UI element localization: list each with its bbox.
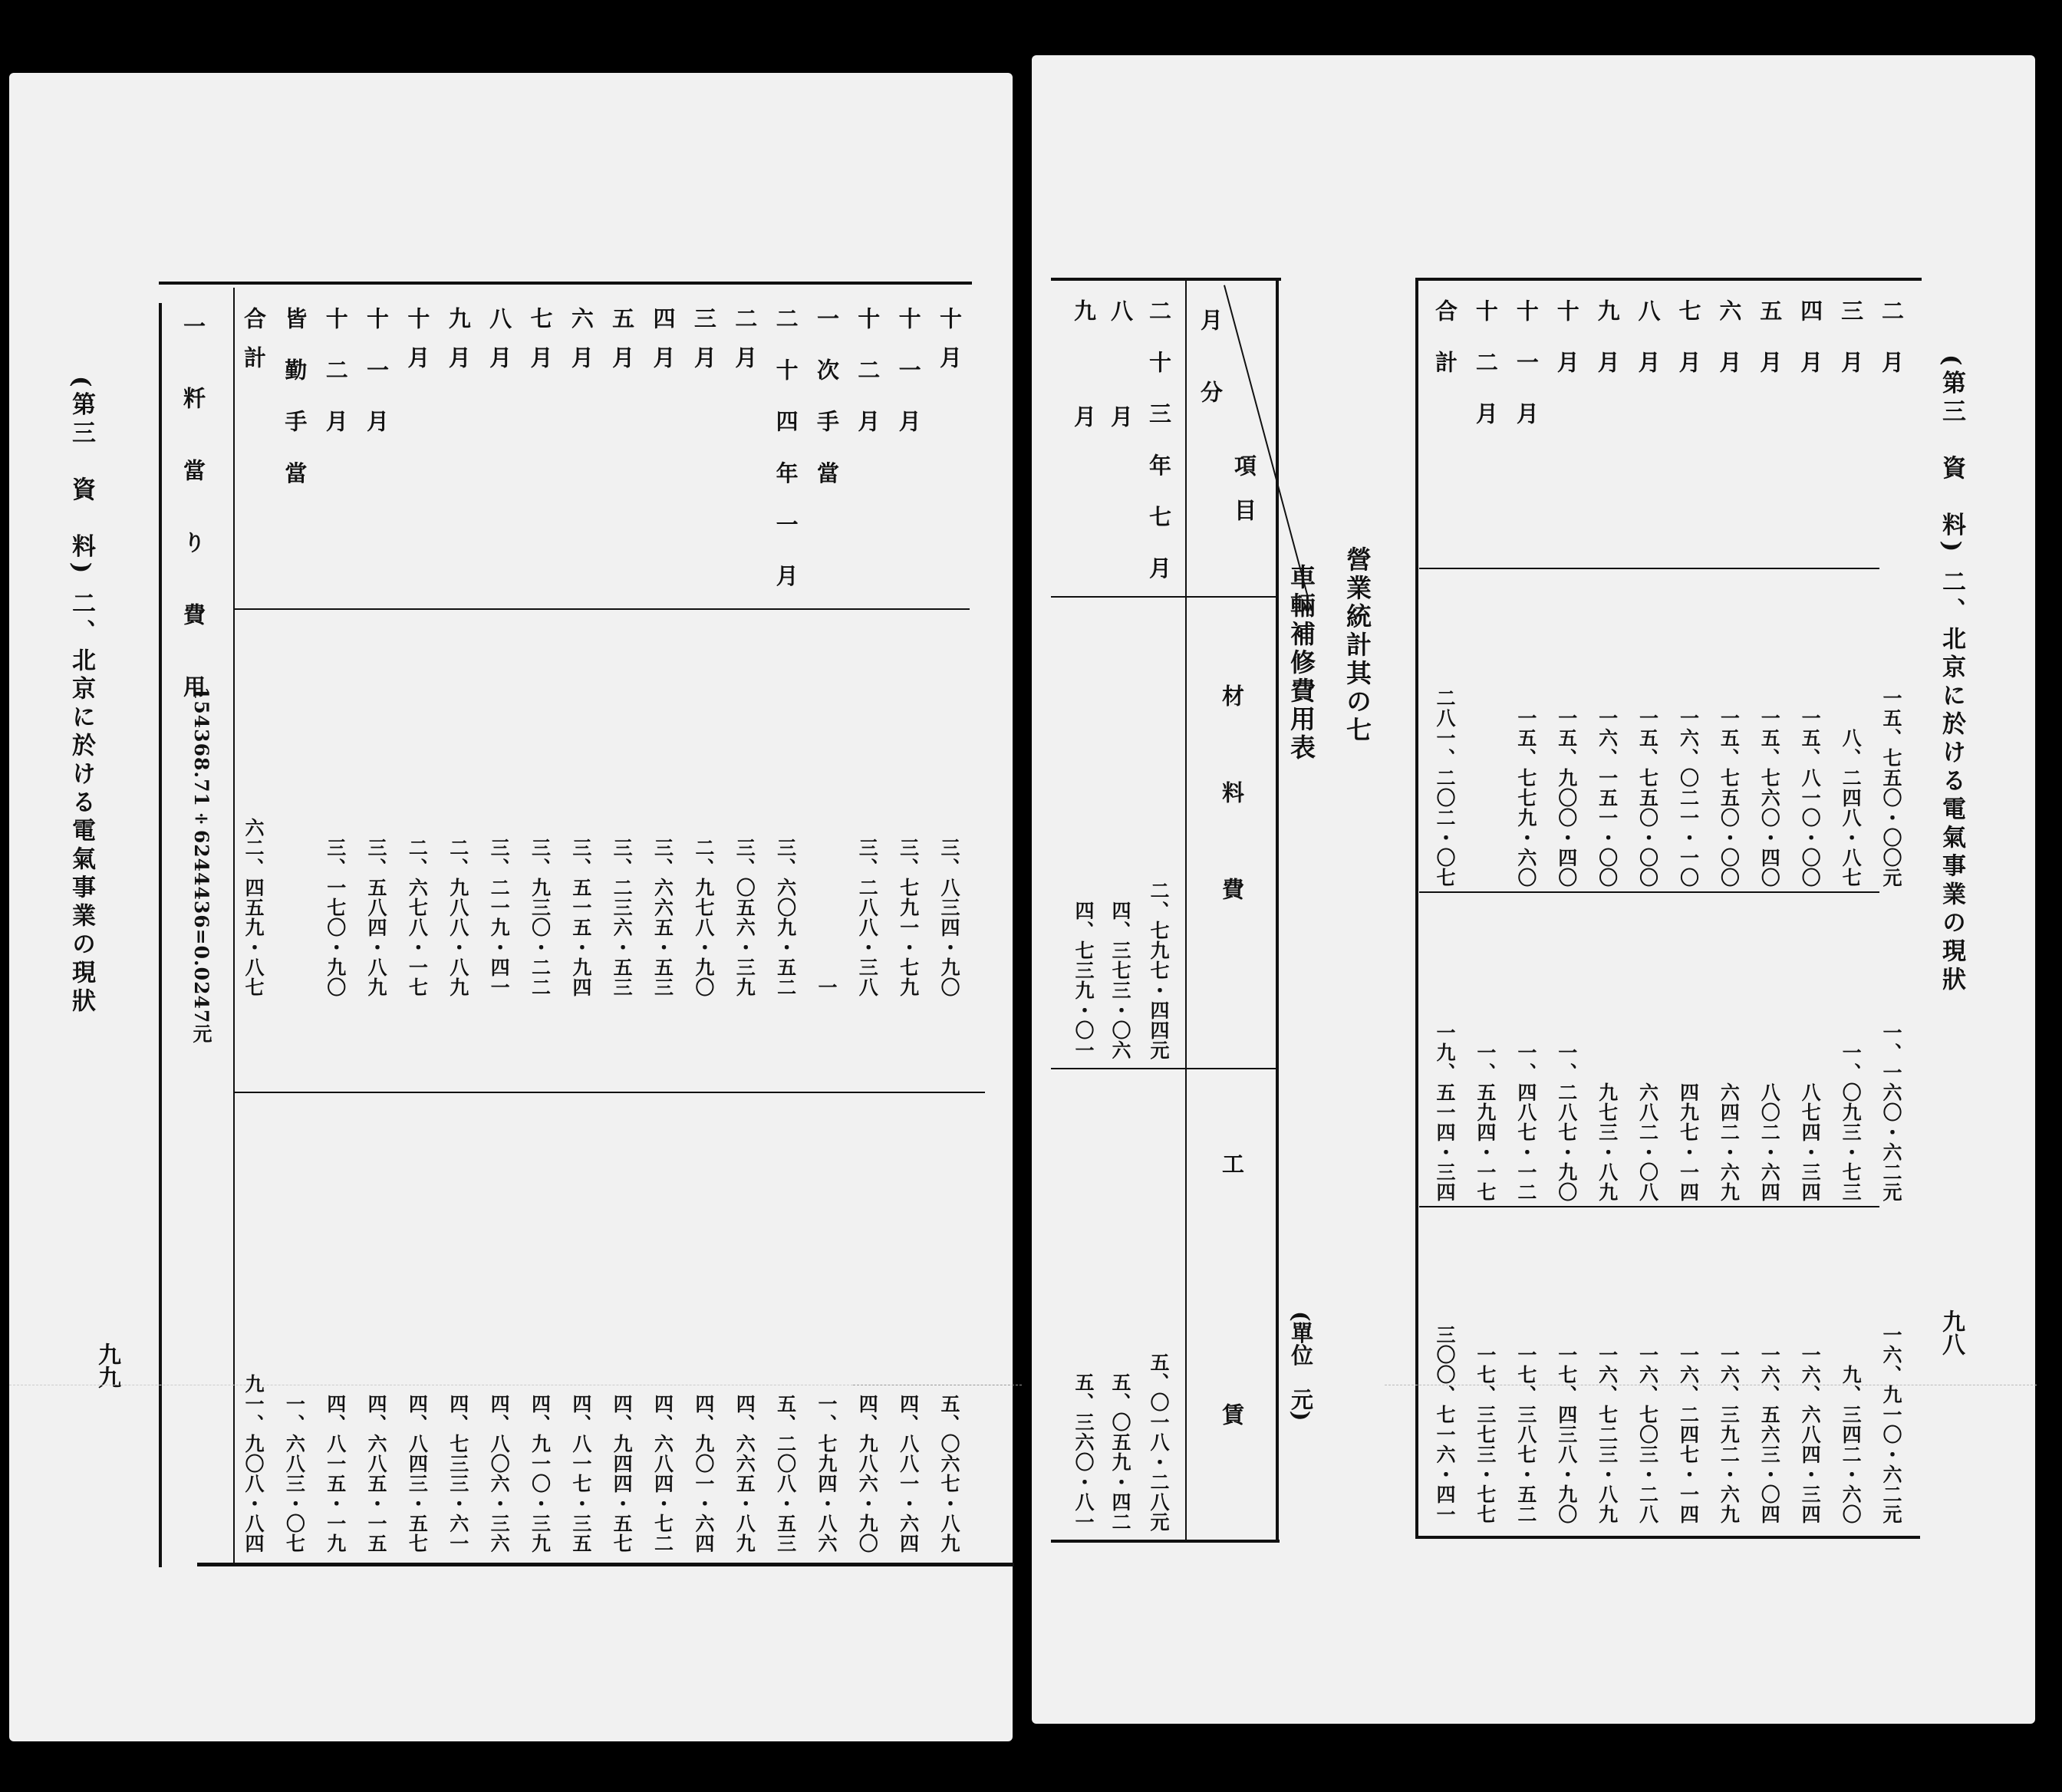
row-label: 十 二 月 — [322, 307, 349, 443]
right-page-number: 九八 — [1938, 1309, 1965, 1356]
cell-value: 四、九四四・五七 — [611, 1394, 634, 1553]
right-page — [1032, 55, 2035, 1724]
row-label: 十 月 — [937, 307, 963, 374]
row-label: 十 一 月 — [1513, 299, 1540, 436]
cell-value: 一、四八七・一二 — [1514, 1043, 1537, 1202]
cell-value: 一六、一五一・〇〇 — [1596, 708, 1619, 888]
unit-note: (單位 元) — [1288, 1311, 1314, 1421]
cell-value: 三、〇五六・三九 — [733, 838, 756, 997]
cell-value: 四九七・一四 — [1677, 1082, 1700, 1202]
cell-value: 四、六六五・八九 — [733, 1394, 756, 1553]
cell-value: 一七、四三八・九〇 — [1555, 1345, 1578, 1524]
cell-value: 三〇〇、七一六・四一 — [1434, 1325, 1456, 1524]
row-label: 九 月 — [445, 307, 472, 374]
cell-value: 五、〇一八・二八元 — [1148, 1352, 1170, 1532]
row-label: 二 十 三 年 七 月 — [1146, 299, 1172, 590]
cell-value: 五、三六〇・八一 — [1072, 1372, 1095, 1532]
cell-value: 一、一六〇・六二元 — [1880, 1023, 1902, 1202]
cell-value: 二、七九七・四四元 — [1148, 881, 1170, 1060]
cell-value: 六八二・〇八 — [1636, 1082, 1659, 1202]
row-label: 九 月 — [1594, 299, 1621, 384]
row-label: 五 月 — [609, 307, 636, 374]
cell-value: 一六、六八四・三四 — [1799, 1345, 1822, 1524]
cell-value: 一、七九四・八六 — [815, 1394, 838, 1553]
row-label: 合 計 — [241, 307, 267, 374]
cell-value: 一五、七六〇・四〇 — [1758, 708, 1781, 888]
row-label: 十 一 月 — [364, 307, 390, 443]
cell-value: 二、九七八・九〇 — [692, 838, 715, 997]
cell-value: 一六、三九二・六九 — [1718, 1345, 1741, 1524]
row-label: 八 月 — [1108, 299, 1134, 458]
cell-value: 四、六八五・一五 — [365, 1394, 388, 1553]
cell-value: 四、九八六・九〇 — [856, 1394, 879, 1553]
row-label: 十 二 月 — [855, 307, 881, 443]
row-label: 十 二 月 — [1472, 299, 1499, 436]
cell-value: 一五、七七九・六〇 — [1514, 708, 1537, 888]
corner-header-item: 項 目 — [1231, 454, 1257, 521]
per-unit-formula: 154368.71÷6244436=0.0247元 — [190, 687, 212, 1044]
cell-value: 三、二一九・四一 — [488, 838, 511, 997]
row-label: 十 月 — [1553, 299, 1580, 384]
cell-value: 一五、七五〇・〇〇 — [1718, 708, 1741, 888]
cell-value: 五、二〇八・五三 — [774, 1394, 797, 1553]
cell-value: 一、二八七・九〇 — [1555, 1043, 1578, 1202]
cell-value: 二、六七八・一七 — [406, 838, 429, 997]
row-label: 八 月 — [1635, 299, 1662, 384]
cell-value: 一七、三七三・七七 — [1474, 1345, 1497, 1524]
section-subtitle: 車輛補修費用表 — [1286, 564, 1316, 763]
col-header-material: 材 料 費 — [1219, 684, 1245, 926]
row-label: 皆 勤 手 當 — [282, 307, 308, 495]
cell-value: 一六、二四七・一四 — [1677, 1345, 1700, 1524]
cell-value: 八七四・三四 — [1799, 1082, 1822, 1202]
left-page — [9, 73, 1013, 1741]
cell-value: 八、二四八・八七 — [1840, 728, 1863, 888]
row-label: 二 月 — [1879, 299, 1905, 384]
cell-value: 五、〇五九・四二 — [1109, 1372, 1131, 1532]
cell-value: 一、〇九三・七三 — [1840, 1043, 1863, 1202]
cell-value: 三、一七〇・九〇 — [324, 838, 347, 997]
col-header-labor: 工 賃 — [1219, 1152, 1245, 1487]
cell-value: 二八一、二〇二・〇七 — [1434, 688, 1456, 888]
cell-value: 四、九一〇・三九 — [529, 1394, 552, 1553]
row-label: 一 次 手 當 — [813, 307, 840, 495]
row-label: 九 月 — [1071, 299, 1097, 458]
cell-value: 三、五八四・八九 — [365, 838, 388, 997]
cell-value: 四、八八一・六四 — [897, 1394, 920, 1553]
cell-value: 四、八一五・一九 — [324, 1394, 347, 1553]
cell-value: 三、五一五・九四 — [569, 838, 592, 997]
cell-value: 四、七三九・〇一 — [1072, 901, 1095, 1060]
right-page-header: (第三 資 料) 二、北京に於ける電氣事業の現狀 — [1938, 354, 1965, 996]
cell-value: 一五、八一〇・〇〇 — [1799, 708, 1822, 888]
cell-value: 一五、七五〇・〇〇 — [1636, 708, 1659, 888]
cell-value: 四、八四三・五七 — [406, 1394, 429, 1553]
corner-header-month: 月 分 — [1197, 308, 1224, 417]
cell-value: 四、七三三・六一 — [446, 1394, 469, 1553]
row-label: 四 月 — [1797, 299, 1824, 384]
cell-value: 五、〇六七・八九 — [938, 1394, 960, 1553]
row-label: 七 月 — [1675, 299, 1702, 384]
cell-value: 六四二・六九 — [1718, 1082, 1741, 1202]
cell-value: 一六、九一〇・六二元 — [1880, 1325, 1902, 1524]
cell-value: 三、九三〇・二二 — [529, 838, 552, 997]
row-label: 六 月 — [568, 307, 595, 374]
cell-value: 一七、三八七・五二 — [1514, 1345, 1537, 1524]
row-label: 二 十 四 年 一 月 — [772, 307, 799, 598]
row-label: 三 月 — [1838, 299, 1865, 384]
cell-value: 三、二三六・五三 — [611, 838, 634, 997]
cell-value: 一五、七五〇・〇〇元 — [1880, 688, 1902, 888]
cell-value: 四、六八四・七二 — [651, 1394, 674, 1553]
cell-value: 一、五九四・一七 — [1474, 1043, 1497, 1202]
cell-value: 六二、四五九・八七 — [242, 818, 265, 997]
cell-value: 三、八三四・九〇 — [938, 838, 960, 997]
row-label: 四 月 — [650, 307, 677, 374]
row-label: 七 月 — [527, 307, 554, 374]
cell-value: 九一、九〇八・八四 — [242, 1374, 265, 1553]
cell-value: 九、三四二・六〇 — [1840, 1365, 1863, 1524]
row-label: 二 月 — [732, 307, 759, 374]
row-label: 五 月 — [1757, 299, 1784, 384]
cell-value: 三、六六五・五三 — [651, 838, 674, 997]
cell-value: 八〇二・六四 — [1758, 1082, 1781, 1202]
row-label: 合 計 — [1432, 299, 1458, 384]
cell-value: 一六、七二三・八九 — [1596, 1345, 1619, 1524]
cell-value: 一六、〇二一・一〇 — [1677, 708, 1700, 888]
cell-value: 三、七九一・七九 — [897, 838, 920, 997]
row-label: 十 月 — [404, 307, 431, 374]
row-label: 八 月 — [486, 307, 513, 374]
cell-value: 四、三七三・〇六 — [1109, 901, 1131, 1060]
row-label: 六 月 — [1716, 299, 1743, 384]
left-page-header: (第三 資 料) 二、北京に於ける電氣事業の現狀 — [68, 376, 95, 1017]
cell-value: 一五、九〇〇・四〇 — [1555, 708, 1578, 888]
cell-value: 一六、七〇三・二八 — [1636, 1345, 1659, 1524]
cell-value: 四、八一七・三五 — [569, 1394, 592, 1553]
cell-value: 四、八〇六・三六 — [488, 1394, 511, 1553]
cell-value: 四、九〇一・六四 — [692, 1394, 715, 1553]
row-label: 十 一 月 — [895, 307, 922, 443]
cell-value: 一、六八三・〇七 — [283, 1394, 306, 1553]
row-label: 三 月 — [690, 307, 717, 374]
section-title: 營業統計其の七 — [1342, 546, 1372, 745]
left-page-number: 九九 — [94, 1342, 120, 1388]
cell-value: 三、二八八・三八 — [856, 838, 879, 997]
cell-value: 二、九八八・八九 — [446, 838, 469, 997]
cell-value: 一九、五一四・三四 — [1434, 1023, 1456, 1202]
cell-value: 三、六〇九・五二 — [774, 838, 797, 997]
cell-value: 九七三・八九 — [1596, 1082, 1619, 1202]
per-unit-label: 一 粁 當 り 費 用 — [180, 315, 206, 711]
cell-value: 一 — [815, 977, 838, 997]
cell-value: 一六、五六三・〇四 — [1758, 1345, 1781, 1524]
